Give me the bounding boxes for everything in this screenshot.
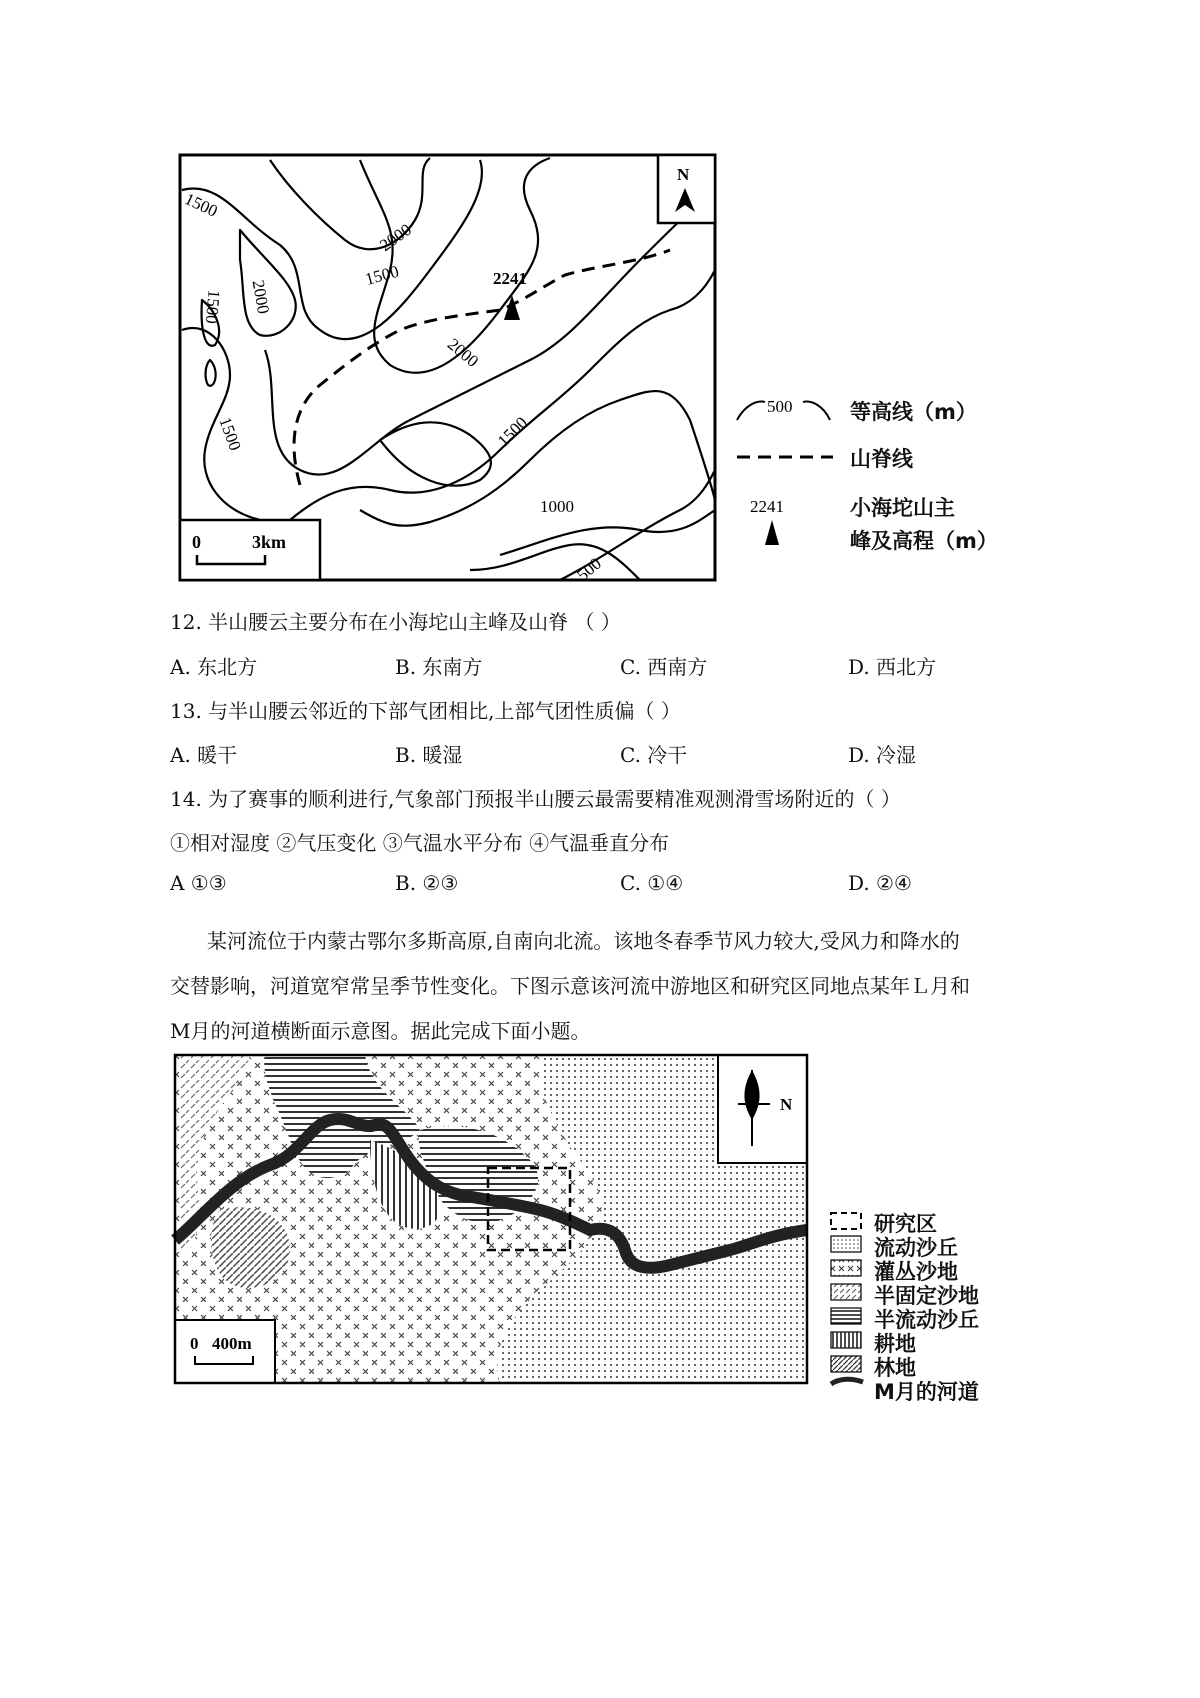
legend-river-icon (831, 1379, 863, 1384)
question-14-option-a: A ①③ (170, 871, 227, 895)
passage-line-3: M月的河道横断面示意图。据此完成下面小题。 (170, 1019, 591, 1043)
question-12-option-a: A. 东北方 (170, 655, 258, 679)
contour-label: 2000 (376, 219, 415, 255)
legend-peak-value: 2241 (750, 497, 784, 516)
contour-label: 500 (573, 553, 605, 585)
question-12-option-c: C. 西南方 (620, 655, 708, 679)
legend-peak-label-2: 峰及高程（m） (850, 529, 998, 553)
legend-forest-icon (831, 1356, 861, 1372)
contour-map (170, 150, 730, 590)
passage-line-2: 交替影响，河道宽窄常呈季节性变化。下图示意该河流中游地区和研究区同地点某年Ｌ月和 (170, 974, 970, 998)
question-13-option-c: C. 冷干 (620, 743, 688, 767)
question-13-option-d: D. 冷湿 (848, 743, 917, 767)
question-14-option-c: C. ①④ (620, 871, 684, 895)
legend-contour-label: 等高线（m） (850, 400, 977, 424)
question-14-stem: 14. 为了赛事的顺利进行,气象部门预报半山腰云最需要精准观测滑雪场附近的（ ） (170, 787, 901, 811)
contour-label: 2000 (443, 334, 483, 371)
legend-shrub-sand: 灌丛沙地 (874, 1260, 958, 1284)
contour-label: 1500 (493, 413, 532, 451)
legend-contour-sample: 500 (767, 397, 793, 416)
scale-distance-2: 400m (212, 1334, 252, 1353)
river-legend-symbols (828, 1210, 868, 1390)
contour-label: 1500 (363, 261, 401, 289)
scale-zero-2: 0 (190, 1334, 199, 1353)
contour-label: 1000 (540, 497, 574, 516)
contour-legend-symbols (735, 390, 835, 560)
question-12-option-b: B. 东南方 (395, 655, 483, 679)
legend-peak-icon (765, 520, 779, 545)
question-13-option-a: A. 暖干 (170, 743, 238, 767)
legend-farmland-icon (831, 1332, 861, 1348)
legend-study-area: 研究区 (874, 1212, 937, 1236)
legend-semifixed-sand: 半固定沙地 (874, 1284, 979, 1308)
scale-distance: 3km (252, 532, 287, 552)
legend-peak-label-1: 小海坨山主 (850, 496, 955, 520)
question-13-option-b: B. 暖湿 (395, 743, 463, 767)
passage-line-1: 某河流位于内蒙古鄂尔多斯高原,自南向北流。该地冬春季节风力较大,受风力和降水的 (207, 929, 960, 953)
legend-mobile-dune-icon (831, 1236, 861, 1252)
contour-label: 1500 (181, 189, 221, 221)
scale-zero: 0 (192, 532, 201, 552)
legend-farmland: 耕地 (874, 1332, 916, 1356)
question-14-option-b: B. ②③ (395, 871, 459, 895)
peak-elevation: 2241 (493, 269, 527, 288)
legend-semimobile-dune-icon (831, 1308, 861, 1324)
legend-shrub-sand-icon (831, 1260, 861, 1276)
contour-label: 1500 (215, 414, 245, 454)
north-label-2: N (780, 1095, 793, 1114)
contour-label: 1500 (201, 289, 224, 325)
question-14-option-d: D. ②④ (848, 871, 912, 895)
legend-study-area-icon (831, 1213, 861, 1229)
legend-river: M月的河道 (874, 1380, 979, 1404)
legend-forest: 林地 (874, 1356, 916, 1380)
legend-ridge-label: 山脊线 (850, 447, 913, 471)
legend-semifixed-sand-icon (831, 1284, 861, 1300)
question-12-stem: 12. 半山腰云主要分布在小海坨山主峰及山脊 （ ） (170, 610, 621, 634)
contour-label: 2000 (248, 278, 274, 316)
question-14-sub: ①相对湿度 ②气压变化 ③气温水平分布 ④气温垂直分布 (170, 831, 670, 855)
question-13-stem: 13. 与半山腰云邻近的下部气团相比,上部气团性质偏（ ） (170, 699, 681, 723)
question-12-option-d: D. 西北方 (848, 655, 937, 679)
river-map (170, 1050, 815, 1390)
north-label: N (677, 165, 690, 184)
legend-semimobile-dune: 半流动沙丘 (874, 1308, 979, 1332)
legend-mobile-dune: 流动沙丘 (874, 1236, 958, 1260)
